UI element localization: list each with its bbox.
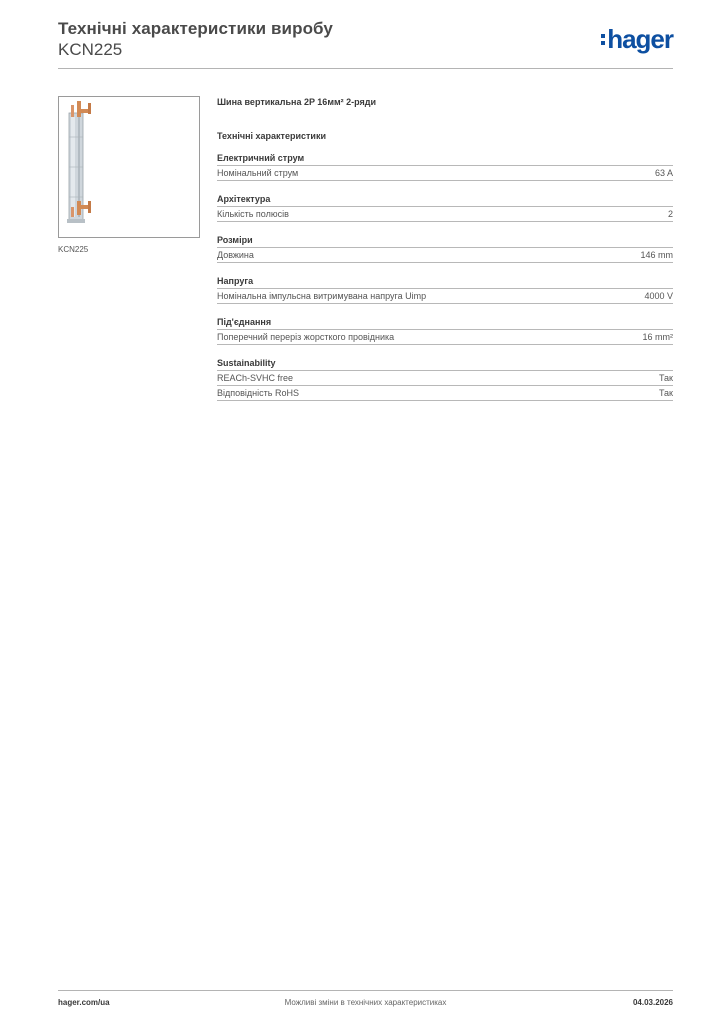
logo-text: hager xyxy=(607,24,673,54)
spec-group-connection xyxy=(217,316,673,345)
spec-value: Так xyxy=(658,388,673,398)
footer-website: hager.com/ua xyxy=(58,998,110,1007)
hager-logo xyxy=(601,24,673,54)
spec-group-dimensions xyxy=(217,234,673,263)
footer-divider xyxy=(58,990,673,991)
spec-row xyxy=(217,166,673,181)
spec-label: Кількість полюсів xyxy=(217,209,289,219)
spec-row xyxy=(217,207,673,222)
spec-value: 16 mm² xyxy=(642,332,673,342)
spec-label: Номінальна імпульсна витримувана напруга Uimp xyxy=(217,291,427,301)
spec-group-current xyxy=(217,152,673,181)
spec-value: Так xyxy=(658,373,673,383)
spec-row xyxy=(217,330,673,345)
spec-group-sustainability xyxy=(217,357,673,401)
group-title: Під'єднання xyxy=(217,316,673,330)
spec-group-architecture xyxy=(217,193,673,222)
product-image xyxy=(58,96,200,238)
group-title: Електричний струм xyxy=(217,152,673,166)
logo-dots-icon xyxy=(601,32,605,46)
group-title: Розміри xyxy=(217,234,673,248)
specs-content xyxy=(217,96,673,413)
specs-section-title: Технічні характеристики xyxy=(217,131,326,141)
spec-row xyxy=(217,248,673,263)
spec-value: 63 A xyxy=(654,168,673,178)
spec-value: 2 xyxy=(667,209,673,219)
spec-group-voltage xyxy=(217,275,673,304)
footer-disclaimer: Можливі зміни в технічних характеристиках xyxy=(284,998,447,1007)
spec-label: Довжина xyxy=(217,250,254,260)
spec-label: Відповідність RoHS xyxy=(217,388,299,398)
spec-row xyxy=(217,371,673,386)
spec-label: Поперечний переріз жорсткого провідника xyxy=(217,332,395,342)
document-title: Технічні характеристики виробу xyxy=(58,19,333,38)
group-title: Архітектура xyxy=(217,193,673,207)
page-header xyxy=(58,18,673,60)
busbar-image-icon xyxy=(59,97,199,237)
footer-date: 04.03.2026 xyxy=(632,998,673,1007)
spec-value: 4000 V xyxy=(644,291,673,301)
group-title: Sustainability xyxy=(217,357,673,371)
spec-row xyxy=(217,386,673,401)
header-divider xyxy=(58,68,673,69)
image-caption: KCN225 xyxy=(58,245,89,254)
spec-row xyxy=(217,289,673,304)
spec-value: 146 mm xyxy=(640,250,673,260)
spec-label: Номінальний струм xyxy=(217,168,299,178)
product-name: Шина вертикальна 2P 16мм² 2-ряди xyxy=(217,97,377,107)
group-title: Напруга xyxy=(217,275,673,289)
spec-label: REACh-SVHC free xyxy=(217,373,294,383)
product-code: KCN225 xyxy=(58,40,123,59)
